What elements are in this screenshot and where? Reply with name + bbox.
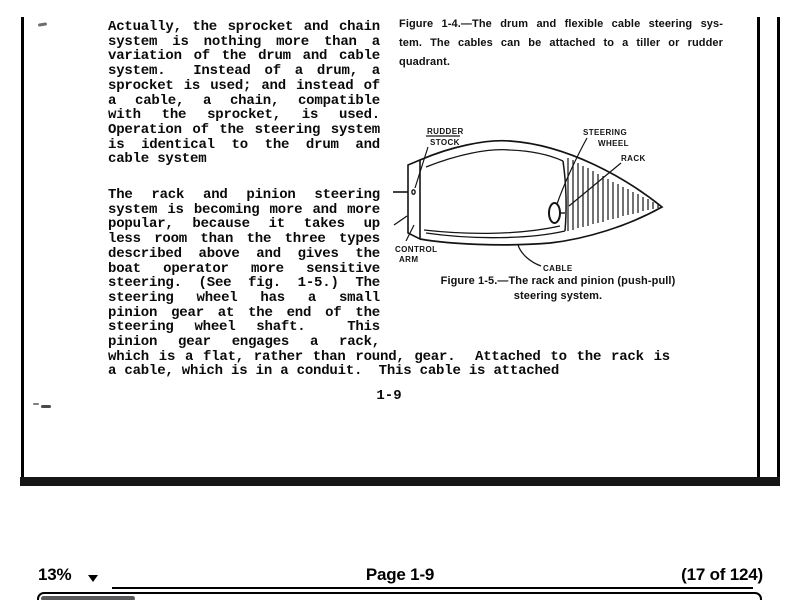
text-line: variation of the drum and cable [108,48,380,65]
text-line: Operation of the steering system [108,121,380,138]
status-page-label: Page 1-9 [365,565,435,584]
text-line: popular, because it takes up [108,216,380,233]
label-arm: ARM [399,255,419,264]
scan-smudge [38,22,47,27]
foredeck-bulkhead-rack [563,161,566,231]
label-cable: CABLE [543,264,573,273]
rudder-stock-dot [412,190,415,194]
figure-1-4-caption [399,15,723,72]
text-line: less room than the three types [108,231,380,248]
page-scan-edge-left [21,17,24,478]
label-pointers [406,136,621,266]
text-line: tem. The cables can be attached to a tiller or rudder [399,37,723,49]
text-line: system. Instead of a drum, a [108,63,380,80]
progress-percent[interactable]: 13% [38,565,72,584]
text-line: a cable, a chain, compatible [108,92,380,109]
progress-scrollbar[interactable] [37,592,762,600]
page-scan-edge-right-outer [777,17,780,478]
label-stock: STOCK [430,138,460,147]
text-line: Actually, the sprocket and chain [108,19,380,35]
text-line: Figure 1-5.—The rack and pinion (push-pull) [440,275,676,287]
page-folio: 1-9 [376,388,402,404]
text-line: described above and gives the [108,245,380,262]
label-wheel: WHEEL [598,139,629,148]
text-line: pinion gear engages a rack, [108,334,380,351]
control-arm-line [394,216,407,225]
cable-pointer [518,245,541,266]
text-line: pinion gear at the end of the [108,304,380,321]
text-line: with the sprocket, is used. [108,107,380,124]
text-line: cable system [108,151,207,168]
page-scan-edge-right-inner [757,17,760,478]
paragraph-rack-pinion-continued [108,350,670,379]
scan-smudge [41,405,51,408]
scrollbar-thumb[interactable] [41,596,135,600]
cockpit-inner-top [426,150,563,167]
text-line: steering wheel shaft. This [108,319,380,336]
cable-run [424,226,560,233]
text-line: system is nothing more than a [108,33,380,50]
text-line: steering. (See fig. 1-5.) The [108,275,380,292]
scan-smudge [33,403,39,405]
page-scan-edge-bottom [20,477,780,486]
text-line: system is becoming more and more [108,201,380,218]
rudder-stock-pointer [415,147,428,188]
label-rudder: RUDDER [427,127,464,136]
transom [408,160,420,239]
text-line: a cable, which is in a conduit. This cable is attached [108,363,560,380]
boat-steering-diagram [390,112,700,292]
status-divider [112,587,753,589]
text-line: which is a flat, rather than round, gear. Attached to the rack is [108,348,670,365]
label-control: CONTROL [395,245,438,254]
label-steering: STEERING [583,128,628,137]
text-line: sprocket is used; and instead of [108,77,380,94]
text-line: steering wheel has a small [108,289,380,306]
steering-wheel-shape [549,203,560,223]
text-line: is identical to the drum and [108,136,380,153]
text-line: quadrant. [399,56,451,68]
text-line: Figure 1-4.—The drum and flexible cable steering sys- [399,18,723,30]
status-bar [0,560,800,600]
status-position-label: (17 of 124) [681,565,763,584]
text-line: steering system. [513,290,603,302]
text-line: boat operator more sensitive [108,260,380,277]
label-rack: RACK [621,154,646,163]
paragraph-sprocket-chain [108,20,380,167]
text-line: The rack and pinion steering [108,187,380,204]
paragraph-rack-pinion [108,188,380,350]
